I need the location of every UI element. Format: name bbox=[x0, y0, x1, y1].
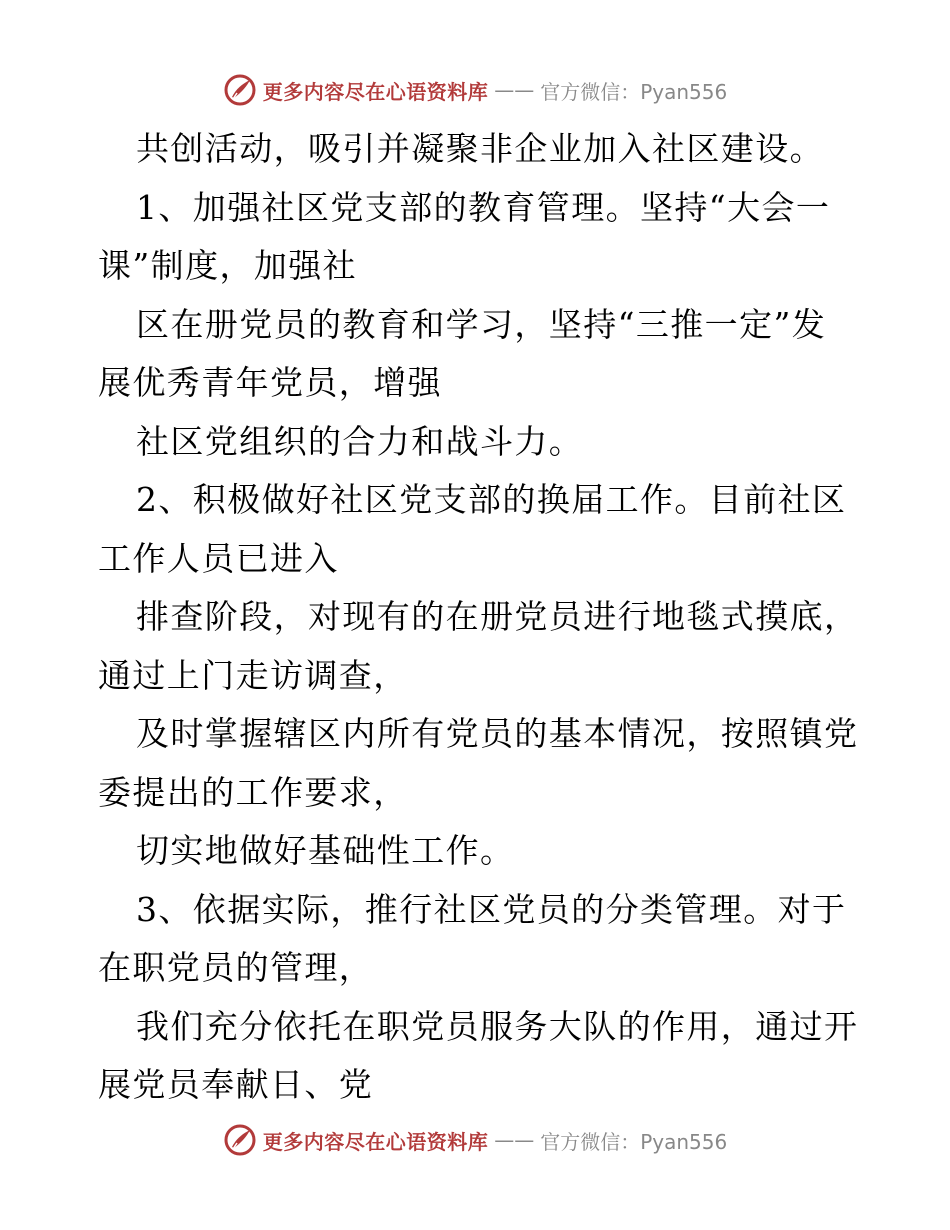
paragraph-line: 排查阶段，对现有的在册党员进行地毯式摸底， bbox=[136, 597, 859, 636]
paragraph-line: 通过上门走访调查， bbox=[98, 655, 408, 695]
banner-wechat-label: 官方微信：Pyan556 bbox=[540, 79, 728, 104]
document-body bbox=[98, 120, 859, 1115]
paragraph-line: 社区党组织的合力和战斗力。 bbox=[136, 421, 584, 461]
banner-dash: —— bbox=[494, 1128, 535, 1152]
banner-dash: —— bbox=[494, 78, 535, 102]
footer-banner bbox=[0, 1118, 950, 1162]
header-banner bbox=[0, 68, 950, 112]
paragraph-line: 共创活动，吸引并凝聚非企业加入社区建设。 bbox=[136, 129, 824, 168]
paragraph-line: 2、积极做好社区党支部的换届工作。目前社区 bbox=[136, 480, 847, 519]
paragraph-line: 切实地做好基础性工作。 bbox=[136, 831, 515, 870]
paragraph-line: 1、加强社区党支部的教育管理。坚持“大会一 bbox=[136, 187, 831, 227]
paragraph-line: 在职党员的管理， bbox=[98, 948, 374, 987]
quill-seal-icon bbox=[223, 1123, 257, 1157]
paragraph-line: 委提出的工作要求， bbox=[98, 772, 408, 812]
paragraph-line: 展党员奉献日、党 bbox=[98, 1065, 374, 1104]
paragraph-line: 我们充分依托在职党员服务大队的作用，通过开 bbox=[136, 1006, 859, 1046]
quill-seal-icon bbox=[223, 73, 257, 107]
paragraph-line: 及时掌握辖区内所有党员的基本情况，按照镇党 bbox=[136, 714, 859, 753]
paragraph-line: 区在册党员的教育和学习，坚持“三推一定”发 bbox=[136, 304, 827, 344]
banner-text: 更多内容尽在心语资料库 bbox=[262, 1129, 489, 1154]
banner-text: 更多内容尽在心语资料库 bbox=[262, 79, 489, 104]
paragraph-line: 展优秀青年党员，增强 bbox=[98, 363, 442, 402]
paragraph-line: 3、依据实际，推行社区党员的分类管理。对于 bbox=[136, 889, 847, 929]
paragraph-line: 工作人员已进入 bbox=[98, 538, 339, 578]
paragraph-line: 课”制度，加强社 bbox=[98, 246, 358, 285]
banner-wechat-label: 官方微信：Pyan556 bbox=[540, 1129, 728, 1154]
